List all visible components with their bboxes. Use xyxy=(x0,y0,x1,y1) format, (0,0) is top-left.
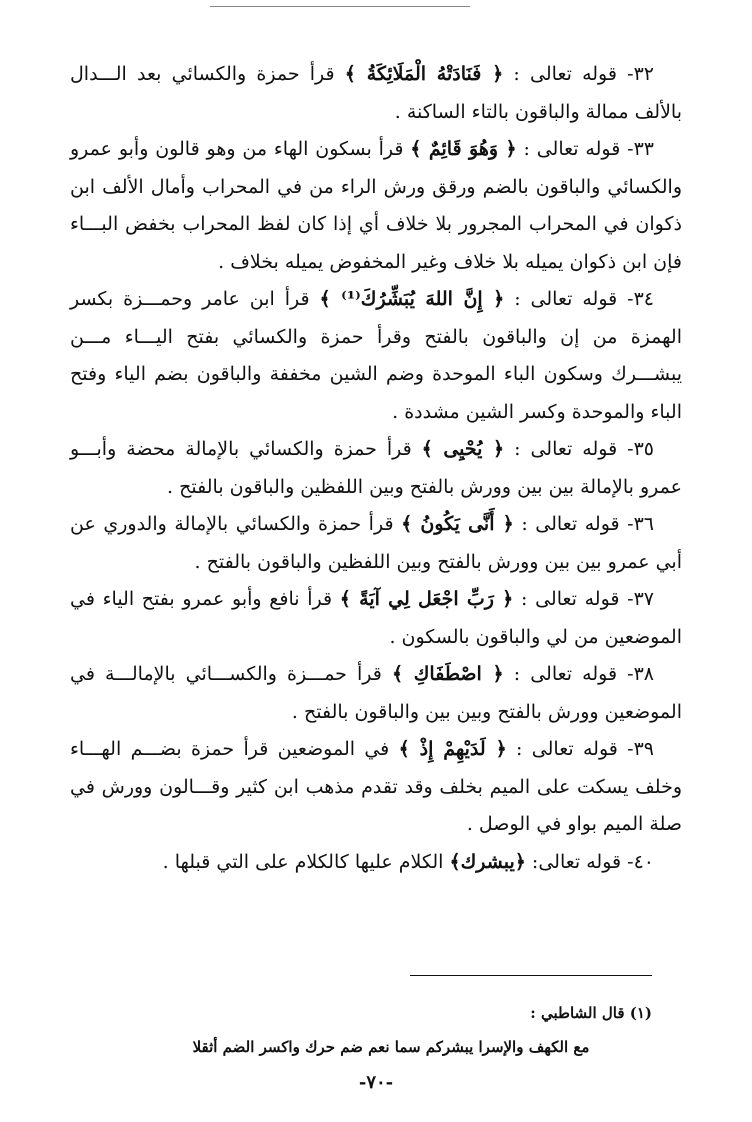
paragraph-prefix: ٣٦- قوله تعالى : xyxy=(513,513,654,535)
quran-quote: ﴿ رَبِّ اجْعَل لِي آيَةً ﴾ xyxy=(339,588,514,610)
top-divider xyxy=(210,6,470,7)
paragraph-text: قرأ ابن عامر وحمـــزة بكسر الهمزة من إن والباقون بالفتح وقرأ حمزة والكسائي بفتح اليـــاء مـــن يبشـــرك وسكون الباء الموحدة وضم الشين مخففة والباقون بضم الياء وفتح الباء والموحدة وكسر الشين مشددة . xyxy=(70,288,682,423)
paragraph-text: قرأ حمزة والكسائي بالإمالة والدوري عن أبي عمرو بين بين وورش بالفتح وبين اللفظين والباقون بالفتح . xyxy=(70,513,682,573)
paragraph-34 xyxy=(70,281,682,431)
paragraph-prefix: ٣٥- قوله تعالى : xyxy=(504,438,654,460)
quran-quote: ﴿ فَنَادَتْهُ الْمَلَائِكَةُ ﴾ xyxy=(344,63,504,85)
paragraph-39 xyxy=(70,731,682,844)
footnote-divider xyxy=(410,975,652,976)
paragraph-prefix: ٣٩- قوله تعالى : xyxy=(506,738,654,760)
quran-quote: ﴿ لَدَيْهِمْ إِذْ ﴾ xyxy=(398,738,507,760)
quran-quote: ﴿ أَنَّى يَكُونُ ﴾ xyxy=(401,513,514,535)
paragraph-prefix: ٣٢- قوله تعالى : xyxy=(503,63,654,85)
paragraph-text: قرأ نافع وأبو عمرو بفتح الياء في الموضعين من لي والباقون بالسكون . xyxy=(70,588,682,648)
paragraph-text: قرأ حمزة والكسائي بالإمالة محضة وأبـــو عمرو بالإمالة بين بين وورش بالفتح وبين اللفظين والباقون بالفتح . xyxy=(70,438,682,498)
footnote-verse: مع الكهف والإسرا يبشركم سما نعم ضم حرك واكسر الضم أثقلا xyxy=(192,1038,590,1056)
quran-quote: ﴿ اصْطَفَاكِ ﴾ xyxy=(391,663,504,685)
footnote-heading: (١) قال الشاطبي : xyxy=(530,1004,652,1022)
paragraph-text: قرأ حمزة والكسائي بعد الـــدال بالألف ممالة والباقون بالتاء الساكنة . xyxy=(70,63,682,123)
paragraph-prefix: ٣٧- قوله تعالى : xyxy=(513,588,655,610)
paragraph-40 xyxy=(70,844,682,882)
quran-quote: ﴿يبشرك﴾ xyxy=(449,850,526,873)
paragraph-text: في الموضعين قرأ حمزة بضـــم الهـــاء وخلف يسكت على الميم بخلف وقد تقدم مذهب ابن كثير وقـــالون وورش في صلة الميم بواو في الوصل . xyxy=(70,738,682,835)
footnote xyxy=(90,996,652,1064)
paragraph-32 xyxy=(70,56,682,131)
paragraph-35 xyxy=(70,431,682,506)
paragraph-33 xyxy=(70,131,682,281)
quran-quote: ﴿ إِنَّ اللهَ يُبَشِّرُكَ⁽¹⁾ ﴾ xyxy=(319,288,505,310)
paragraph-prefix: ٣٤- قوله تعالى : xyxy=(504,288,654,310)
paragraph-text: الكلام عليها كالكلام على التي قبلها . xyxy=(162,850,450,873)
paragraph-prefix: ٤٠- قوله تعالى: xyxy=(525,850,654,873)
paragraph-38 xyxy=(70,656,682,731)
paragraph-prefix: ٣٣- قوله تعالى : xyxy=(516,138,654,160)
paragraph-text: قرأ بسكون الهاء من وهو قالون وأبو عمرو والكسائي والباقون بالضم ورقق ورش الراء من في المحراب وأمال الألف ابن ذكوان في المحراب المجرور بلا خلاف أي إذا كان لفظ المحراب بخفض البـــاء فإن ابن ذكوان يميله بلا خلاف وغير المخفوض يميله بخلاف . xyxy=(70,138,682,273)
quran-quote: ﴿ وَهُوَ قَائِمٌ ﴾ xyxy=(410,138,517,160)
paragraph-text: قرأ حمـــزة والكســـائي بالإمالـــة في الموضعين وورش بالفتح وبين بين والباقون بالفتح . xyxy=(70,663,682,723)
quran-quote: ﴿ يُحْيِى ﴾ xyxy=(421,438,505,460)
paragraph-prefix: ٣٨- قوله تعالى : xyxy=(503,663,654,685)
body-text xyxy=(70,56,682,881)
paragraph-37 xyxy=(70,581,682,656)
page-number: -٧٠- xyxy=(358,1072,394,1093)
paragraph-36 xyxy=(70,506,682,581)
